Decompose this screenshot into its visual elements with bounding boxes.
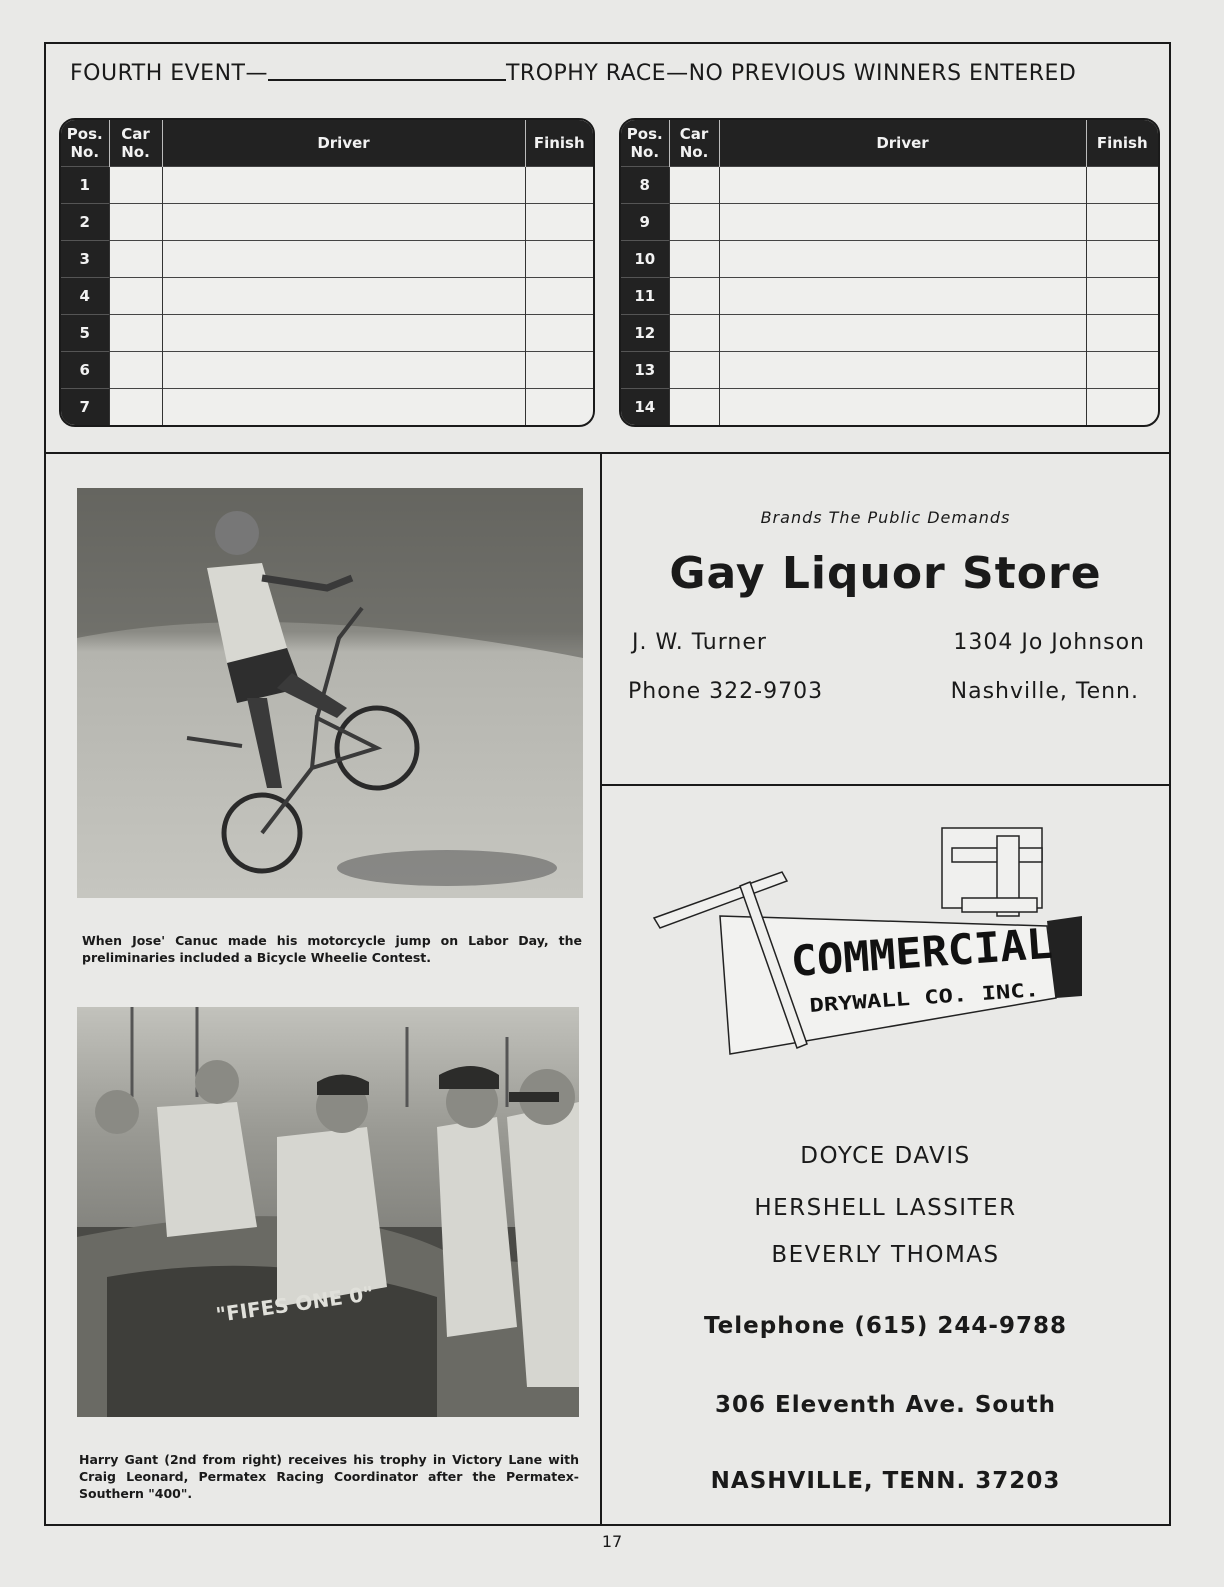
driver-cell[interactable] <box>719 352 1086 389</box>
car-number-cell[interactable] <box>109 204 162 241</box>
finish-cell[interactable] <box>525 278 593 315</box>
driver-cell[interactable] <box>162 389 525 426</box>
car-header: Car No. <box>109 120 162 167</box>
car-number-cell[interactable] <box>669 389 719 426</box>
logo-main-text: COMMERCIAL <box>789 919 1045 986</box>
driver-header: Driver <box>719 120 1086 167</box>
pos-number: 12 <box>621 315 669 352</box>
finish-cell[interactable] <box>525 241 593 278</box>
car-number-cell[interactable] <box>669 167 719 204</box>
finish-cell[interactable] <box>525 204 593 241</box>
driver-cell[interactable] <box>162 167 525 204</box>
liquor-tagline: Brands The Public Demands <box>760 508 1011 527</box>
table-row <box>61 167 593 204</box>
table-row <box>621 389 1158 426</box>
car-number-cell[interactable] <box>669 315 719 352</box>
drywall-street: 306 Eleventh Ave. South <box>715 1392 1056 1418</box>
pos-number: 1 <box>61 167 109 204</box>
car-number-cell[interactable] <box>669 204 719 241</box>
pos-number: 8 <box>621 167 669 204</box>
finish-cell[interactable] <box>525 315 593 352</box>
liquor-address: 1304 Jo Johnson <box>953 630 1145 655</box>
car-number-cell[interactable] <box>669 278 719 315</box>
table-row <box>61 352 593 389</box>
pos-number: 11 <box>621 278 669 315</box>
pos-number: 5 <box>61 315 109 352</box>
photo-column <box>46 454 602 1524</box>
event-suffix: TROPHY RACE—NO PREVIOUS WINNERS ENTERED <box>505 61 1077 86</box>
finish-cell[interactable] <box>1086 167 1158 204</box>
driver-cell[interactable] <box>719 204 1086 241</box>
lineup-table-left <box>59 118 595 427</box>
page-frame <box>44 42 1171 1526</box>
liquor-phone: Phone 322-9703 <box>628 679 824 704</box>
table-row <box>621 315 1158 352</box>
pos-header: Pos. No. <box>61 120 109 167</box>
finish-cell[interactable] <box>1086 241 1158 278</box>
person-beverly-thomas: BEVERLY THOMAS <box>771 1242 1000 1268</box>
driver-cell[interactable] <box>162 278 525 315</box>
lineup-table-right <box>619 118 1160 427</box>
car-number-cell[interactable] <box>669 352 719 389</box>
finish-cell[interactable] <box>1086 352 1158 389</box>
finish-cell[interactable] <box>1086 389 1158 426</box>
page-number: 17 <box>601 1532 623 1551</box>
person-doyce-davis: DOYCE DAVIS <box>800 1143 971 1169</box>
pos-number: 7 <box>61 389 109 426</box>
photo1-caption: When Jose' Canuc made his motorcycle jump on Labor Day, the preliminaries included a Bicycle Wheelie Contest. <box>82 933 582 965</box>
table-row <box>621 204 1158 241</box>
finish-header: Finish <box>1086 120 1158 167</box>
finish-cell[interactable] <box>525 167 593 204</box>
table-row <box>61 315 593 352</box>
car-number-cell[interactable] <box>109 167 162 204</box>
commercial-drywall-logo <box>652 826 1092 1066</box>
car-number-cell[interactable] <box>109 352 162 389</box>
car-number-cell[interactable] <box>109 241 162 278</box>
table-row <box>621 167 1158 204</box>
table-row <box>621 352 1158 389</box>
pos-number: 6 <box>61 352 109 389</box>
liquor-store-ad <box>602 454 1169 786</box>
drywall-telephone: Telephone (615) 244-9788 <box>704 1313 1067 1339</box>
table-row <box>621 278 1158 315</box>
driver-cell[interactable] <box>162 241 525 278</box>
finish-header: Finish <box>525 120 593 167</box>
victory-lane-photo <box>77 1007 579 1417</box>
event-title <box>70 61 1076 86</box>
car-number-cell[interactable] <box>669 241 719 278</box>
person-hershell-lassiter: HERSHELL LASSITER <box>754 1195 1017 1221</box>
driver-cell[interactable] <box>162 315 525 352</box>
liquor-store-name: Gay Liquor Store <box>669 548 1102 599</box>
pos-number: 2 <box>61 204 109 241</box>
car-number-cell[interactable] <box>109 315 162 352</box>
pos-header: Pos. No. <box>621 120 669 167</box>
driver-cell[interactable] <box>162 352 525 389</box>
driver-cell[interactable] <box>719 315 1086 352</box>
finish-cell[interactable] <box>1086 315 1158 352</box>
event-name-blank[interactable] <box>268 79 506 81</box>
liquor-owner: J. W. Turner <box>632 630 767 655</box>
car-header: Car No. <box>669 120 719 167</box>
driver-header: Driver <box>162 120 525 167</box>
driver-cell[interactable] <box>719 278 1086 315</box>
drywall-ad <box>602 786 1169 1524</box>
pos-number: 14 <box>621 389 669 426</box>
drywall-city: NASHVILLE, TENN. 37203 <box>710 1468 1061 1494</box>
pos-number: 10 <box>621 241 669 278</box>
finish-cell[interactable] <box>525 352 593 389</box>
finish-cell[interactable] <box>1086 278 1158 315</box>
car-number-cell[interactable] <box>109 278 162 315</box>
event-prefix: FOURTH EVENT— <box>70 61 268 86</box>
finish-cell[interactable] <box>525 389 593 426</box>
driver-cell[interactable] <box>719 389 1086 426</box>
pos-number: 13 <box>621 352 669 389</box>
table-row <box>61 389 593 426</box>
finish-cell[interactable] <box>1086 204 1158 241</box>
table-row <box>61 241 593 278</box>
event-section <box>46 44 1169 454</box>
liquor-city: Nashville, Tenn. <box>950 679 1139 704</box>
driver-cell[interactable] <box>719 167 1086 204</box>
driver-cell[interactable] <box>162 204 525 241</box>
pos-number: 3 <box>61 241 109 278</box>
bicycle-wheelie-photo <box>77 488 583 898</box>
table-row <box>621 241 1158 278</box>
driver-cell[interactable] <box>719 241 1086 278</box>
table-row <box>61 278 593 315</box>
table-row <box>61 204 593 241</box>
car-window-lettering: "FIFES ONE 0" <box>214 1281 376 1327</box>
pos-number: 9 <box>621 204 669 241</box>
pos-number: 4 <box>61 278 109 315</box>
car-number-cell[interactable] <box>109 389 162 426</box>
logo-sub-text: DRYWALL CO. INC. <box>808 982 993 1017</box>
photo2-caption: Harry Gant (2nd from right) receives his trophy in Victory Lane with Craig Leonard, Permatex Racing Coordinator after the Permatex-Southern "400". <box>79 1452 579 1501</box>
